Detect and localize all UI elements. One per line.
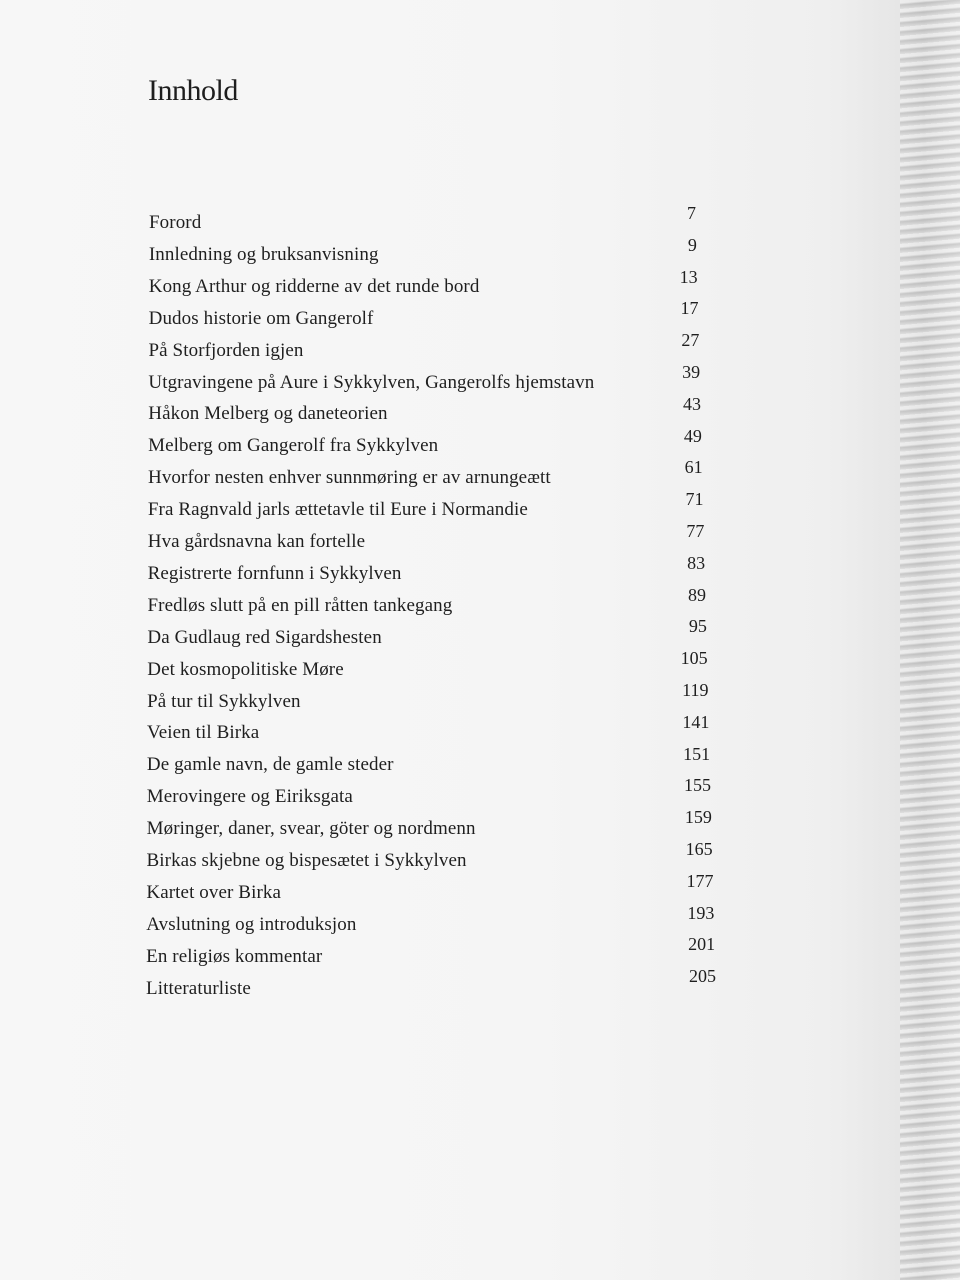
toc-entry-page-number: 159 (684, 807, 712, 828)
toc-entry-page-number: 119 (682, 680, 709, 700)
toc-entry-page-number: 71 (685, 489, 704, 510)
toc-entry-page-number: 89 (688, 584, 706, 605)
toc-entry-title: De gamle navn, de gamle steder (146, 754, 394, 776)
toc-entry-page-number: 27 (681, 330, 700, 351)
toc-entry-page-number: 141 (682, 711, 710, 732)
toc-entry-title: Dudos historie om Gangerolf (148, 307, 374, 329)
toc-entry-title: På Storfjorden igjen (148, 339, 304, 361)
toc-entry-page-number: 201 (688, 934, 716, 955)
toc-entry-title: Forord (149, 212, 202, 233)
toc-entry-title: Melberg om Gangerolf fra Sykkylven (148, 435, 439, 457)
toc-entry-title: Da Gudlaug red Sigardshesten (147, 626, 382, 648)
toc-entry-page-number: 9 (687, 234, 697, 255)
toc-entry-page-number: 43 (683, 393, 701, 414)
toc-entry-page-number: 13 (679, 266, 698, 287)
toc-entry-title: Kong Arthur og ridderne av det runde bord (148, 275, 480, 297)
toc-entry-title: Veien til Birka (147, 722, 260, 744)
toc-entry-page-number: 83 (687, 552, 706, 573)
toc-entry-page-number: 39 (682, 362, 701, 382)
toc-entry-title: En religiøs kommentar (146, 945, 323, 967)
toc-entry-page-number: 151 (683, 743, 711, 764)
toc-entry-title: Merovingere og Eiriksgata (146, 786, 353, 808)
toc-entry-page-number: 177 (686, 870, 714, 891)
toc-entry-title: Hva gårdsnavna kan fortelle (147, 531, 366, 552)
toc-entry-page-number: 77 (686, 521, 705, 541)
toc-entry-page-number: 155 (684, 775, 711, 796)
toc-entry-title: Fredløs slutt på en pill råtten tankegang (147, 594, 453, 616)
toc-entry-title: Registrerte fornfunn i Sykkylven (147, 562, 402, 584)
toc-entry-title: Innledning og bruksanvisning (148, 243, 379, 265)
toc-entry-page-number: 105 (680, 648, 708, 669)
toc-entry-page-number: 17 (680, 298, 699, 319)
toc-entry-page-number: 49 (683, 425, 702, 446)
toc-entry-title: Hvorfor nesten enhver sunnmøring er av arnungeætt (148, 467, 551, 489)
toc-entry-title: Avslutning og introduksjon (146, 913, 357, 935)
page-heading: Innhold (148, 74, 238, 107)
toc-entry-title: Litteraturliste (146, 977, 251, 999)
toc-entry-page-number: 205 (689, 966, 716, 987)
toc-entry-title: Det kosmopolitiske Møre (147, 658, 344, 680)
toc-entry-page-number: 7 (687, 203, 696, 223)
page-edge-background (900, 0, 960, 1280)
toc-entry-title: Birkas skjebne og bispesætet i Sykkylven (146, 850, 467, 871)
toc-entry-title: Fra Ragnvald jarls ættetavle til Eure i Normandie (147, 499, 528, 521)
toc-entry-title: Håkon Melberg og daneteorien (148, 403, 388, 425)
toc-entry-page-number: 193 (687, 902, 715, 923)
toc-entry-title: Utgravingene på Aure i Sykkylven, Gangerolfs hjemstavn (148, 371, 595, 393)
toc-entry-title: Kartet over Birka (146, 881, 282, 903)
toc-entry-title: På tur til Sykkylven (147, 690, 301, 712)
toc-entry-page-number: 61 (684, 457, 703, 478)
toc-entry-page-number: 95 (688, 616, 707, 637)
toc-entry-title: Møringer, daner, svear, göter og nordmenn (146, 818, 476, 840)
toc-entry-page-number: 165 (685, 839, 713, 859)
